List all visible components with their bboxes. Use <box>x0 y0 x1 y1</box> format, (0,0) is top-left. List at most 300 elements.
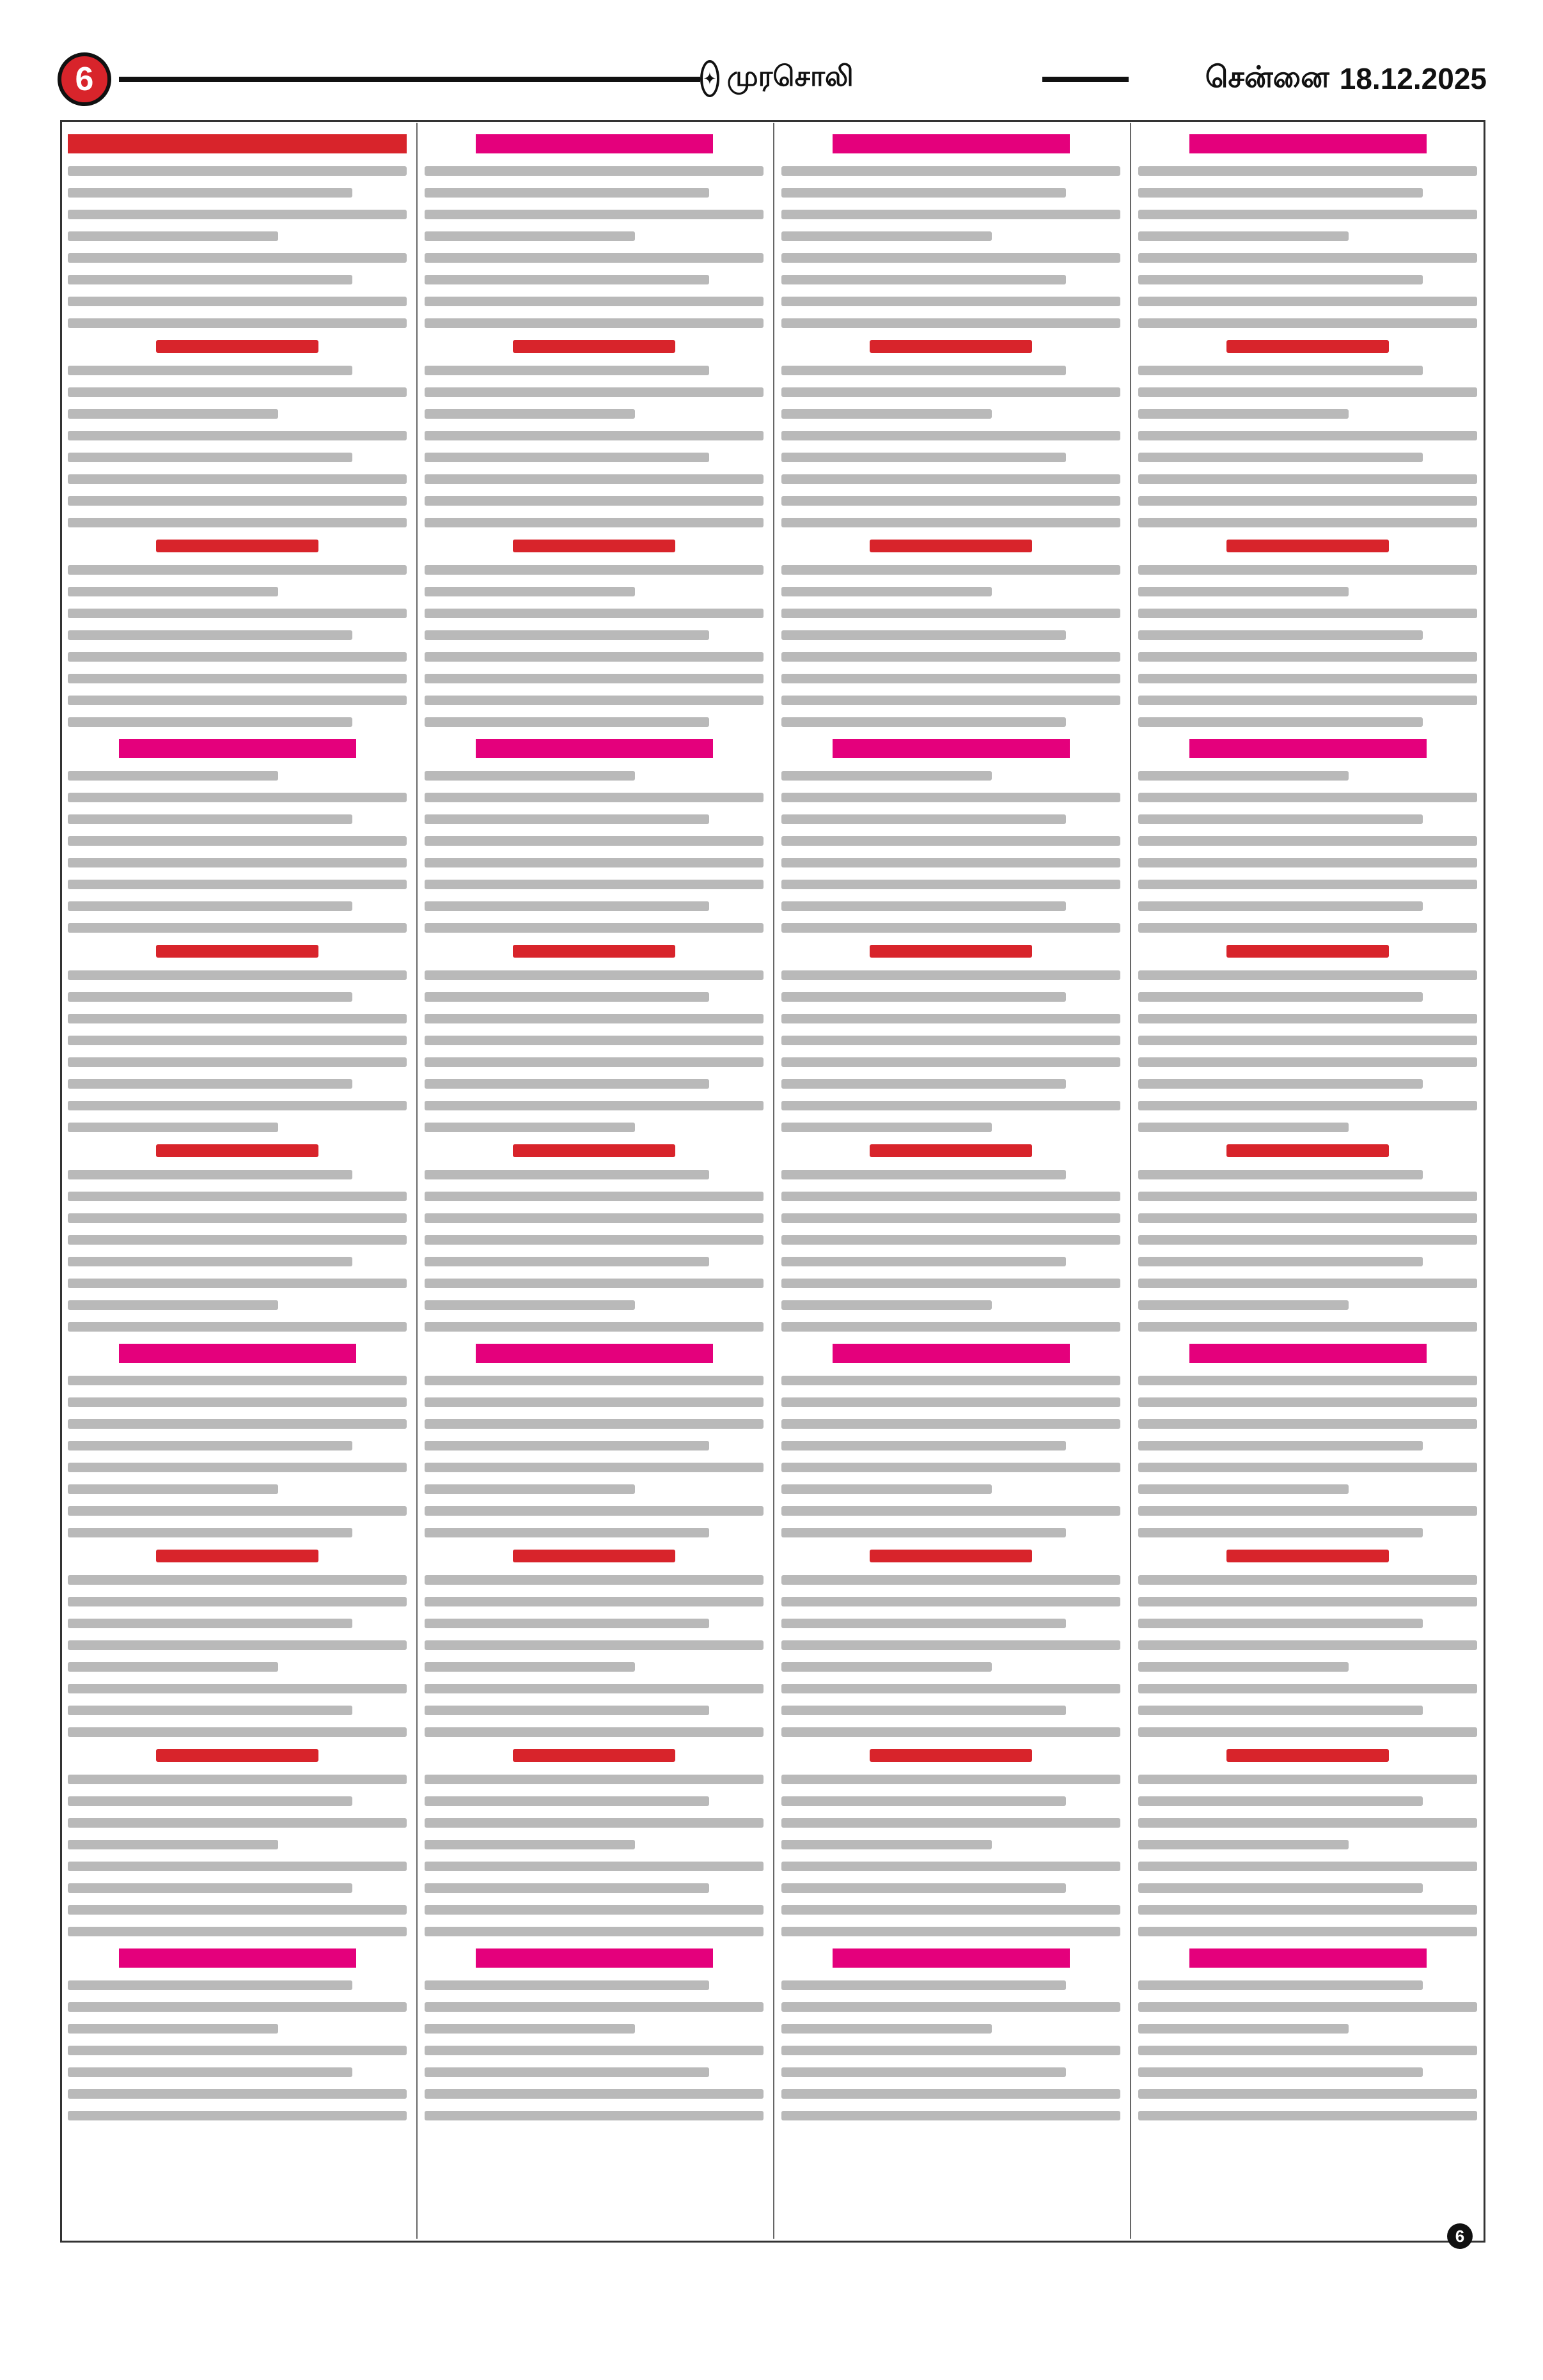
text-line-placeholder <box>781 1484 992 1494</box>
text-line-placeholder <box>425 1775 764 1784</box>
text-line-placeholder <box>781 771 992 781</box>
column-2 <box>425 128 764 2237</box>
text-line-placeholder <box>781 1775 1120 1784</box>
text-line-placeholder <box>781 2024 992 2034</box>
text-line-placeholder <box>781 1322 1120 1332</box>
text-line-placeholder <box>425 1257 709 1266</box>
text-line-placeholder <box>68 1927 407 1936</box>
masthead <box>58 52 1487 110</box>
section-heading-placeholder <box>476 739 713 758</box>
section-heading-placeholder <box>833 134 1070 153</box>
text-line-placeholder <box>781 275 1066 284</box>
text-line-placeholder <box>781 387 1120 397</box>
text-line-placeholder <box>68 1640 407 1650</box>
text-line-placeholder <box>425 836 764 846</box>
text-line-placeholder <box>425 1463 764 1472</box>
text-line-placeholder <box>1138 1727 1477 1737</box>
text-line-placeholder <box>68 880 407 889</box>
text-line-placeholder <box>425 253 764 263</box>
text-line-placeholder <box>425 1662 635 1672</box>
text-line-placeholder <box>425 674 764 683</box>
text-line-placeholder <box>425 1101 764 1110</box>
text-line-placeholder <box>1138 609 1477 618</box>
text-line-placeholder <box>1138 2024 1349 2034</box>
text-line-placeholder <box>1138 1014 1477 1023</box>
text-line-placeholder <box>781 1818 1120 1828</box>
text-line-placeholder <box>781 901 1066 911</box>
text-line-placeholder <box>1138 652 1477 662</box>
text-line-placeholder <box>1138 858 1477 867</box>
section-heading-placeholder <box>1226 1550 1389 1562</box>
text-line-placeholder <box>1138 387 1477 397</box>
text-line-placeholder <box>781 1684 1120 1693</box>
text-line-placeholder <box>425 518 764 527</box>
section-heading-placeholder <box>513 1749 675 1762</box>
text-line-placeholder <box>781 1376 1120 1385</box>
text-line-placeholder <box>68 1840 278 1849</box>
text-line-placeholder <box>781 609 1120 618</box>
text-line-placeholder <box>425 1123 635 1132</box>
text-line-placeholder <box>1138 2067 1423 2077</box>
text-line-placeholder <box>781 453 1066 462</box>
text-line-placeholder <box>68 1862 407 1871</box>
header-rule-left <box>119 77 700 82</box>
text-line-placeholder <box>425 970 764 980</box>
text-line-placeholder <box>425 1575 764 1585</box>
text-line-placeholder <box>1138 453 1423 462</box>
section-heading-placeholder <box>833 1344 1070 1363</box>
text-line-placeholder <box>1138 474 1477 484</box>
text-line-placeholder <box>68 1101 407 1110</box>
text-line-placeholder <box>1138 1192 1477 1201</box>
text-line-placeholder <box>781 1170 1066 1179</box>
text-line-placeholder <box>1138 1818 1477 1828</box>
text-line-placeholder <box>781 1640 1120 1650</box>
text-line-placeholder <box>781 1980 1066 1990</box>
torch-icon: ✦ <box>700 60 719 97</box>
text-line-placeholder <box>781 1101 1120 1110</box>
edition-city: சென்னை <box>1205 59 1329 93</box>
text-line-placeholder <box>68 2002 407 2012</box>
section-heading-placeholder <box>513 340 675 353</box>
text-line-placeholder <box>425 496 764 506</box>
newspaper-name: முரசொலி <box>726 61 854 92</box>
section-heading-placeholder <box>68 134 407 153</box>
text-line-placeholder <box>781 1014 1120 1023</box>
text-line-placeholder <box>1138 1300 1349 1310</box>
header-rule-right <box>1042 77 1129 82</box>
text-line-placeholder <box>425 1170 709 1179</box>
text-line-placeholder <box>1138 366 1423 375</box>
section-heading-placeholder <box>156 945 318 958</box>
text-line-placeholder <box>781 1397 1120 1407</box>
section-heading-placeholder <box>119 739 356 758</box>
text-line-placeholder <box>68 858 407 867</box>
section-heading-placeholder <box>1189 1344 1427 1363</box>
text-line-placeholder <box>68 1597 407 1606</box>
text-line-placeholder <box>425 1818 764 1828</box>
text-line-placeholder <box>68 793 407 802</box>
text-line-placeholder <box>1138 923 1477 933</box>
text-line-placeholder <box>781 1662 992 1672</box>
text-line-placeholder <box>68 1619 352 1628</box>
text-line-placeholder <box>781 366 1066 375</box>
text-line-placeholder <box>68 1441 352 1451</box>
section-heading-placeholder <box>119 1344 356 1363</box>
text-line-placeholder <box>68 387 407 397</box>
text-line-placeholder <box>781 1528 1066 1537</box>
text-line-placeholder <box>781 630 1066 640</box>
text-line-placeholder <box>68 1322 407 1332</box>
text-line-placeholder <box>425 1279 764 1288</box>
text-line-placeholder <box>1138 565 1477 575</box>
text-line-placeholder <box>68 901 352 911</box>
section-heading-placeholder <box>156 1749 318 1762</box>
section-heading-placeholder <box>1226 540 1389 552</box>
text-line-placeholder <box>68 1980 352 1990</box>
text-line-placeholder <box>68 1300 278 1310</box>
text-line-placeholder <box>68 366 352 375</box>
text-line-placeholder <box>425 231 635 241</box>
section-heading-placeholder <box>833 739 1070 758</box>
text-line-placeholder <box>425 2111 764 2120</box>
text-line-placeholder <box>1138 1079 1423 1089</box>
text-line-placeholder <box>68 188 352 198</box>
column-1 <box>68 128 407 2237</box>
text-line-placeholder <box>425 1300 635 1310</box>
text-line-placeholder <box>425 2024 635 2034</box>
text-line-placeholder <box>1138 1597 1477 1606</box>
text-line-placeholder <box>781 1079 1066 1089</box>
page-number-badge: 6 <box>58 52 111 106</box>
text-line-placeholder <box>68 1528 352 1537</box>
text-line-placeholder <box>1138 630 1423 640</box>
section-heading-placeholder <box>476 1344 713 1363</box>
text-line-placeholder <box>1138 793 1477 802</box>
text-line-placeholder <box>781 1727 1120 1737</box>
text-line-placeholder <box>425 166 764 176</box>
text-line-placeholder <box>68 318 407 328</box>
text-line-placeholder <box>425 431 764 440</box>
newspaper-logo <box>700 56 854 101</box>
text-line-placeholder <box>781 1279 1120 1288</box>
section-heading-placeholder <box>1226 1749 1389 1762</box>
text-line-placeholder <box>1138 2089 1477 2099</box>
text-line-placeholder <box>781 836 1120 846</box>
text-line-placeholder <box>781 166 1120 176</box>
text-line-placeholder <box>1138 674 1477 683</box>
text-line-placeholder <box>425 880 764 889</box>
text-line-placeholder <box>68 1575 407 1585</box>
text-line-placeholder <box>1138 1279 1477 1288</box>
text-line-placeholder <box>781 318 1120 328</box>
section-heading-placeholder <box>1189 134 1427 153</box>
text-line-placeholder <box>781 1192 1120 1201</box>
text-line-placeholder <box>1138 496 1477 506</box>
edition-dateline <box>1205 56 1487 101</box>
text-line-placeholder <box>425 1528 709 1537</box>
text-line-placeholder <box>1138 1441 1423 1451</box>
section-heading-placeholder <box>870 340 1032 353</box>
section-heading-placeholder <box>1189 739 1427 758</box>
text-line-placeholder <box>1138 518 1477 527</box>
text-line-placeholder <box>68 166 407 176</box>
text-line-placeholder <box>68 2067 352 2077</box>
text-line-placeholder <box>425 1441 709 1451</box>
text-line-placeholder <box>425 630 709 640</box>
text-line-placeholder <box>781 496 1120 506</box>
text-line-placeholder <box>68 409 278 419</box>
text-line-placeholder <box>1138 2002 1477 2012</box>
text-line-placeholder <box>781 253 1120 263</box>
text-line-placeholder <box>68 1463 407 1472</box>
text-line-placeholder <box>68 496 407 506</box>
text-line-placeholder <box>425 1862 764 1871</box>
text-line-placeholder <box>68 453 352 462</box>
text-line-placeholder <box>68 1484 278 1494</box>
text-line-placeholder <box>781 1213 1120 1223</box>
text-line-placeholder <box>425 318 764 328</box>
text-line-placeholder <box>68 992 352 1002</box>
text-line-placeholder <box>425 1619 709 1628</box>
column-3 <box>781 128 1120 2237</box>
section-heading-placeholder <box>476 134 713 153</box>
text-line-placeholder <box>1138 297 1477 306</box>
text-line-placeholder <box>781 696 1120 705</box>
text-line-placeholder <box>68 717 352 727</box>
text-line-placeholder <box>68 1036 407 1045</box>
text-line-placeholder <box>68 652 407 662</box>
text-line-placeholder <box>1138 1397 1477 1407</box>
text-line-placeholder <box>425 453 709 462</box>
text-line-placeholder <box>1138 836 1477 846</box>
text-line-placeholder <box>781 518 1120 527</box>
text-line-placeholder <box>1138 210 1477 219</box>
text-line-placeholder <box>68 970 407 980</box>
section-heading-placeholder <box>513 1550 675 1562</box>
text-line-placeholder <box>1138 431 1477 440</box>
text-line-placeholder <box>425 1506 764 1516</box>
page-number-footer: 6 <box>1447 2223 1473 2249</box>
text-line-placeholder <box>68 2089 407 2099</box>
text-line-placeholder <box>781 814 1066 824</box>
text-line-placeholder <box>1138 188 1423 198</box>
text-line-placeholder <box>781 1706 1066 1715</box>
text-line-placeholder <box>781 188 1066 198</box>
text-line-placeholder <box>68 431 407 440</box>
text-line-placeholder <box>781 1235 1120 1245</box>
text-line-placeholder <box>1138 1235 1477 1245</box>
text-line-placeholder <box>425 609 764 618</box>
text-line-placeholder <box>1138 2111 1477 2120</box>
text-line-placeholder <box>68 1662 278 1672</box>
text-line-placeholder <box>68 210 407 219</box>
text-line-placeholder <box>68 1235 407 1245</box>
text-line-placeholder <box>425 1927 764 1936</box>
text-line-placeholder <box>425 858 764 867</box>
text-line-placeholder <box>1138 970 1477 980</box>
text-line-placeholder <box>781 717 1066 727</box>
text-line-placeholder <box>425 1684 764 1693</box>
text-line-placeholder <box>68 1883 352 1893</box>
section-heading-placeholder <box>156 1144 318 1157</box>
text-line-placeholder <box>68 923 407 933</box>
text-line-placeholder <box>781 1123 992 1132</box>
text-line-placeholder <box>1138 1640 1477 1650</box>
section-heading-placeholder <box>1189 1948 1427 1968</box>
text-line-placeholder <box>425 901 709 911</box>
text-line-placeholder <box>425 1640 764 1650</box>
text-line-placeholder <box>1138 696 1477 705</box>
text-line-placeholder <box>68 1057 407 1067</box>
text-line-placeholder <box>1138 1684 1477 1693</box>
text-line-placeholder <box>425 1905 764 1915</box>
section-heading-placeholder <box>513 540 675 552</box>
text-line-placeholder <box>781 297 1120 306</box>
text-line-placeholder <box>1138 1376 1477 1385</box>
text-line-placeholder <box>68 1079 352 1089</box>
column-separator <box>416 123 418 2239</box>
column-separator <box>773 123 774 2239</box>
text-line-placeholder <box>1138 1927 1477 1936</box>
text-line-placeholder <box>1138 814 1423 824</box>
text-line-placeholder <box>781 231 992 241</box>
text-line-placeholder <box>781 793 1120 802</box>
text-line-placeholder <box>425 1727 764 1737</box>
text-line-placeholder <box>781 2002 1120 2012</box>
section-heading-placeholder <box>476 1948 713 1968</box>
text-line-placeholder <box>68 1397 407 1407</box>
text-line-placeholder <box>425 297 764 306</box>
text-line-placeholder <box>68 1684 407 1693</box>
text-line-placeholder <box>425 2089 764 2099</box>
text-line-placeholder <box>425 474 764 484</box>
text-line-placeholder <box>1138 409 1349 419</box>
text-line-placeholder <box>425 1419 764 1429</box>
text-line-placeholder <box>1138 1257 1423 1266</box>
text-line-placeholder <box>781 1905 1120 1915</box>
text-line-placeholder <box>425 717 709 727</box>
text-line-placeholder <box>425 366 709 375</box>
section-heading-placeholder <box>870 945 1032 958</box>
text-line-placeholder <box>68 630 352 640</box>
text-line-placeholder <box>68 1014 407 1023</box>
text-line-placeholder <box>1138 1862 1477 1871</box>
text-line-placeholder <box>781 880 1120 889</box>
text-line-placeholder <box>1138 717 1423 727</box>
text-line-placeholder <box>68 2111 407 2120</box>
text-line-placeholder <box>781 858 1120 867</box>
text-line-placeholder <box>1138 587 1349 596</box>
section-heading-placeholder <box>513 1144 675 1157</box>
text-line-placeholder <box>68 836 407 846</box>
text-line-placeholder <box>425 1597 764 1606</box>
text-line-placeholder <box>68 771 278 781</box>
text-line-placeholder <box>68 696 407 705</box>
text-line-placeholder <box>1138 1057 1477 1067</box>
text-line-placeholder <box>1138 1528 1423 1537</box>
text-line-placeholder <box>425 1235 764 1245</box>
text-line-placeholder <box>68 814 352 824</box>
text-line-placeholder <box>425 1014 764 1023</box>
edition-date: 18.12.2025 <box>1339 62 1487 95</box>
text-line-placeholder <box>781 1597 1120 1606</box>
text-line-placeholder <box>781 1840 992 1849</box>
text-line-placeholder <box>425 1883 709 1893</box>
text-line-placeholder <box>68 1506 407 1516</box>
text-line-placeholder <box>781 1036 1120 1045</box>
text-line-placeholder <box>1138 1905 1477 1915</box>
text-line-placeholder <box>425 1057 764 1067</box>
text-line-placeholder <box>425 1192 764 1201</box>
text-line-placeholder <box>425 587 635 596</box>
text-line-placeholder <box>781 1506 1120 1516</box>
text-line-placeholder <box>781 992 1066 1002</box>
text-line-placeholder <box>781 1883 1066 1893</box>
text-line-placeholder <box>425 2046 764 2055</box>
text-line-placeholder <box>1138 275 1423 284</box>
text-line-placeholder <box>1138 1662 1349 1672</box>
text-line-placeholder <box>1138 1484 1349 1494</box>
text-line-placeholder <box>781 970 1120 980</box>
text-line-placeholder <box>1138 901 1423 911</box>
text-line-placeholder <box>68 1775 407 1784</box>
text-line-placeholder <box>68 1213 407 1223</box>
text-line-placeholder <box>425 565 764 575</box>
text-line-placeholder <box>425 1213 764 1223</box>
section-heading-placeholder <box>833 1948 1070 1968</box>
text-line-placeholder <box>425 1980 709 1990</box>
text-line-placeholder <box>425 771 635 781</box>
text-line-placeholder <box>68 1376 407 1385</box>
text-line-placeholder <box>781 565 1120 575</box>
text-line-placeholder <box>781 1441 1066 1451</box>
text-line-placeholder <box>781 1300 992 1310</box>
text-line-placeholder <box>68 1706 352 1715</box>
text-line-placeholder <box>68 231 278 241</box>
section-heading-placeholder <box>870 1749 1032 1762</box>
text-line-placeholder <box>781 652 1120 662</box>
text-line-placeholder <box>68 609 407 618</box>
text-line-placeholder <box>68 1419 407 1429</box>
text-line-placeholder <box>1138 166 1477 176</box>
text-line-placeholder <box>425 1397 764 1407</box>
text-line-placeholder <box>68 474 407 484</box>
text-line-placeholder <box>1138 1883 1423 1893</box>
text-line-placeholder <box>425 188 709 198</box>
text-line-placeholder <box>68 1796 352 1806</box>
text-line-placeholder <box>425 2002 764 2012</box>
text-line-placeholder <box>1138 1575 1477 1585</box>
section-heading-placeholder <box>870 540 1032 552</box>
text-line-placeholder <box>781 2111 1120 2120</box>
text-line-placeholder <box>781 1862 1120 1871</box>
text-line-placeholder <box>68 1170 352 1179</box>
text-line-placeholder <box>1138 1123 1349 1132</box>
text-line-placeholder <box>68 297 407 306</box>
text-line-placeholder <box>781 1257 1066 1266</box>
text-line-placeholder <box>425 210 764 219</box>
text-line-placeholder <box>425 923 764 933</box>
text-line-placeholder <box>425 275 709 284</box>
text-line-placeholder <box>425 1376 764 1385</box>
text-line-placeholder <box>1138 1775 1477 1784</box>
text-line-placeholder <box>781 409 992 419</box>
text-line-placeholder <box>68 1123 278 1132</box>
text-line-placeholder <box>1138 1322 1477 1332</box>
section-heading-placeholder <box>870 1550 1032 1562</box>
text-line-placeholder <box>781 1463 1120 1472</box>
